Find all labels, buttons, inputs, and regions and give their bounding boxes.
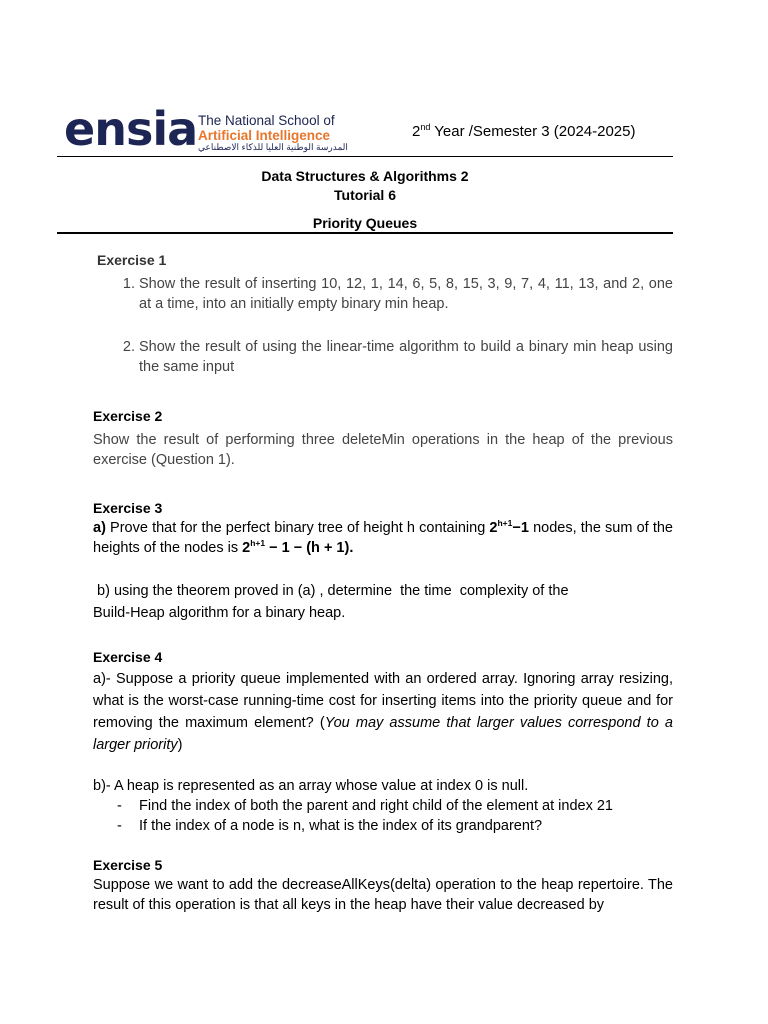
part-b-intro: b)- A heap is represented as an array whose value at index 0 is null. [93,778,529,794]
logo-line-2: Artificial Intelligence [198,127,331,143]
part-b-line-2: Build-Heap algorithm for a binary heap. [93,605,346,621]
formula-nodes: $2^{h+1}-1$ [489,518,529,536]
logo-text-block [198,114,348,152]
exercise-5-text: Suppose we want to add the decreaseAllKeys(delta) operation to the heap repertoire. The result of this operation is that all keys in the heap have their value decreased by [93,877,673,913]
exercise-1-heading: Exercise 1 [97,252,167,268]
exercise-4-part-a [93,668,673,756]
exercise-1 [93,250,673,377]
exercise-1-list [93,274,673,377]
logo-wordmark: ensia [64,102,198,156]
exercise-1-q2: 2. Show the result of using the linear-time algorithm to build a binary min heap using the same input [139,337,673,377]
list-item: - Find the index of both the parent and right child of the element at index 21 [117,798,613,814]
part-a-label: a) [93,520,106,536]
part-a-text-1: Prove that for the perfect binary tree of height h containing [105,520,490,536]
part-a-note: You may assume that larger values correspond to a larger priority [93,715,673,753]
tutorial-title: Tutorial 6 [334,187,396,203]
list-item: - If the index of a node is n, what is the index of its grandparent? [117,818,543,834]
year-rest: Year /Semester 3 (2024-2025) [430,123,636,140]
exercise-4 [93,647,673,836]
part-a-close: ) [177,737,183,753]
exercise-3-part-a [93,518,673,558]
part-b-list [93,796,673,836]
logo-line-3-arabic: المدرسة الوطنية العليا للذكاء الاصطناعي [198,142,348,152]
logo-line-1: The National School of [198,113,335,128]
course-title: Data Structures & Algorithms 2 [261,168,469,184]
exercise-3-heading: Exercise 3 [93,500,163,516]
formula-height-sum: $2^{h+1} - 1 - (h + 1)$. [242,538,354,556]
exercise-1-q1: 1. Show the result of inserting 10, 12, 1, 14, 6, 5, 8, 15, 3, 9, 7, 4, 11, 13, and 2, one at a time, into an initially empty binary min heap. [139,274,673,314]
exercise-5-heading: Exercise 5 [93,857,163,873]
header-rule [57,156,673,157]
exercise-3-part-b [93,580,673,624]
exercise-2 [93,406,673,470]
year-ordinal: nd [420,122,431,132]
part-a-text: a)- Suppose a priority queue implemented with an ordered array. Ignoring array resizing, what is the worst-case running-time cost for inserting items into the priority queue and for removing the maximum element? ( [93,671,673,731]
exercise-4-heading: Exercise 4 [93,649,163,665]
topic-title: Priority Queues [312,215,418,231]
exercise-4-part-b [93,776,673,836]
exercise-5 [93,855,673,915]
exercises [93,250,673,915]
year-number: 2 [412,123,421,140]
exercise-2-text: Show the result of performing three deleteMin operations in the heap of the previous exercise (Question 1). [93,432,673,468]
exercise-3 [93,498,673,624]
year-semester [412,122,636,140]
school-logo [64,102,354,156]
title-rule [57,232,673,234]
exercise-2-heading: Exercise 2 [93,408,163,424]
part-b-line-1: b) using the theorem proved in (a) , determine the time complexity of the [93,583,569,599]
part-a-text-2: nodes, the sum of the heights of the nodes is [93,520,673,556]
